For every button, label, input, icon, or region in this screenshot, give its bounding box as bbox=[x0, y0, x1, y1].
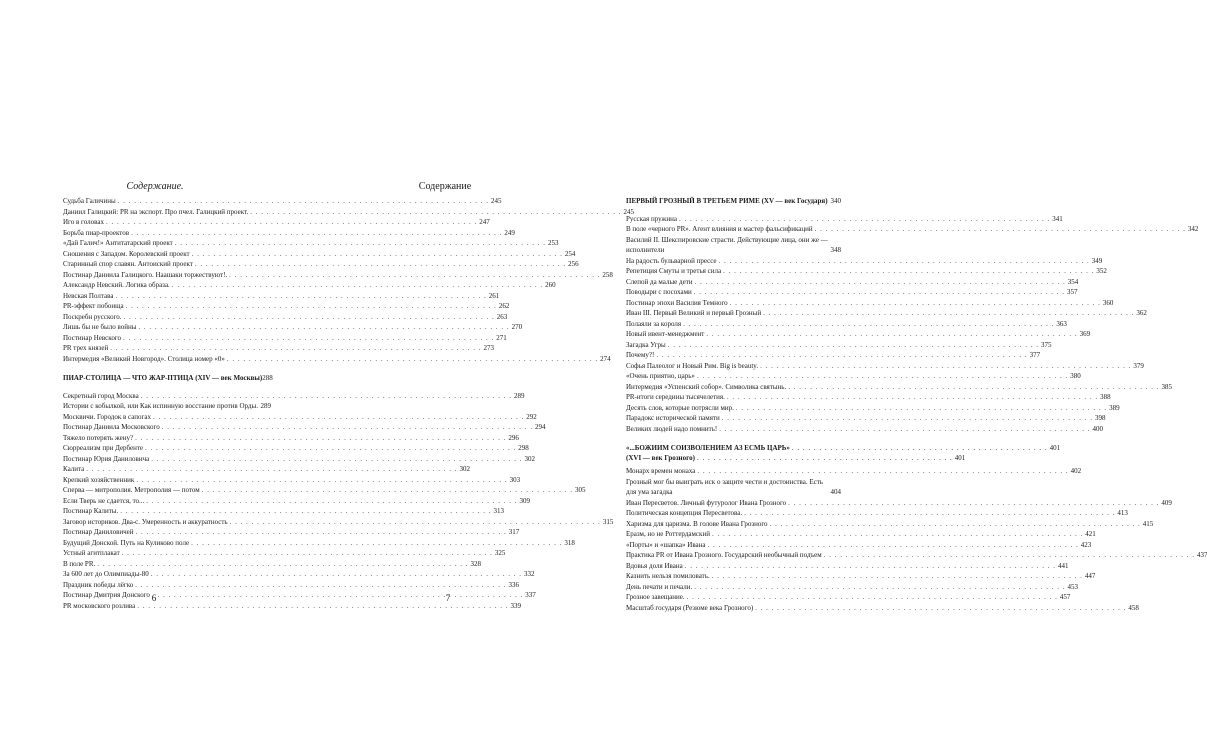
toc-entry-page: 262 bbox=[498, 302, 510, 310]
dot-leader bbox=[697, 371, 1068, 382]
toc-entry-page: 249 bbox=[504, 228, 515, 237]
dot-leader bbox=[744, 508, 1115, 519]
toc-entry-page: 369 bbox=[1079, 330, 1091, 338]
toc-entry-page: 400 bbox=[1092, 424, 1103, 433]
toc-entry bbox=[63, 527, 520, 538]
toc-entry-page: 357 bbox=[1067, 288, 1078, 296]
toc-entry bbox=[63, 301, 510, 312]
toc-entry bbox=[626, 466, 1082, 477]
dot-leader bbox=[656, 350, 1027, 361]
toc-entry-title: PR московского розлива bbox=[63, 601, 136, 610]
toc-entry bbox=[63, 312, 508, 323]
toc-entry-title: Калита bbox=[63, 465, 85, 473]
toc-entry-page: 317 bbox=[508, 528, 520, 536]
toc-entry-page: 339 bbox=[510, 601, 522, 610]
toc-entry-page: 379 bbox=[1133, 361, 1144, 370]
toc-entry-page: 389 bbox=[1109, 403, 1120, 412]
toc-entry bbox=[63, 207, 635, 218]
toc-entry-title: Интермедия «Великий Новгород». Столица номер «0» bbox=[63, 354, 225, 363]
toc-entry bbox=[626, 340, 1052, 351]
toc-entry bbox=[63, 322, 523, 333]
toc-entry-page: 258 bbox=[602, 270, 613, 279]
toc-entry-page: 380 bbox=[1070, 372, 1081, 380]
dot-leader bbox=[694, 582, 1065, 593]
dot-leader bbox=[727, 392, 1098, 403]
dot-leader bbox=[668, 340, 1039, 351]
toc-entry-title: «Порты» и «шапка» Ивана bbox=[626, 540, 706, 549]
toc-entry bbox=[63, 538, 575, 549]
toc-entry-page: 271 bbox=[496, 333, 507, 342]
toc-entry bbox=[63, 280, 556, 291]
toc-entry-title: Грозный мог бы выиграть иск о защите чести и достоинства. Есть для ума загадка bbox=[626, 477, 823, 496]
toc-entry-title: Постинар Калиты. bbox=[63, 507, 119, 515]
toc-entry-title: Борьба пиар-проектов bbox=[63, 228, 130, 237]
toc-entry-title: Почему?! bbox=[626, 351, 655, 359]
toc-entry-title: Судьба Галичины bbox=[63, 197, 116, 205]
dot-leader bbox=[736, 403, 1107, 414]
toc-entry-title: Устный агитплакат bbox=[63, 549, 120, 557]
toc-entry-title: Невская Полтава bbox=[63, 291, 114, 300]
dot-leader bbox=[708, 540, 1079, 551]
toc-entry-title: Сперва — митрополия. Метрополия — потом bbox=[63, 486, 200, 494]
toc-section-heading bbox=[626, 443, 1061, 463]
section-title: «...БОЖИИМ СОИЗВОЛЕНИЕМ АЗ ЕСМЬ ЦАРЬ» bbox=[626, 444, 790, 452]
toc-entry-title: Истории с кобылкой, или Как испинную восстание против Орды. bbox=[63, 402, 258, 410]
toc-entry-title: В поле «черного PR». Агент влияния и мастер фальсификаций bbox=[626, 225, 813, 233]
toc-entry bbox=[626, 350, 1041, 361]
toc-entry-title: Политическая концепция Пересветова. bbox=[626, 509, 743, 517]
toc-entry bbox=[626, 256, 1103, 267]
page-header: Содержание bbox=[418, 181, 472, 192]
toc-entry-title: Практика PR от Ивана Грозного. Государский необычный подъем bbox=[626, 551, 822, 559]
toc-entry-page: 352 bbox=[1096, 267, 1107, 275]
toc-entry-page: 247 bbox=[479, 218, 490, 226]
toc-entry-page: 457 bbox=[1059, 593, 1071, 601]
toc-entry bbox=[626, 235, 841, 256]
dot-leader bbox=[712, 571, 1083, 582]
toc-entry-page: 315 bbox=[602, 517, 614, 526]
toc-entry bbox=[63, 217, 490, 228]
toc-entry-page: 325 bbox=[494, 549, 506, 557]
table-of-contents bbox=[623, 196, 1207, 613]
page-header: Содержание. bbox=[126, 181, 184, 192]
toc-entry bbox=[626, 287, 1078, 298]
toc-entry-page: 270 bbox=[511, 323, 523, 331]
toc-entry-title: Иго в головах bbox=[63, 218, 104, 226]
toc-entry-title: Секретный город Москва bbox=[63, 391, 139, 400]
section-page: 288 bbox=[262, 374, 273, 382]
toc-entry-title: Лишь бы не было войны bbox=[63, 323, 137, 331]
toc-entry-page: 260 bbox=[545, 281, 556, 289]
toc-entry-title: Репетиция Смуты и третья сила bbox=[626, 267, 722, 275]
toc-entry-title: PR трех князей bbox=[63, 344, 109, 352]
toc-entry-title: «Очень приятно, царь» bbox=[626, 372, 695, 380]
toc-entry bbox=[626, 561, 1069, 572]
toc-entry bbox=[63, 228, 515, 239]
toc-entry-title: Поводыри с посохами bbox=[626, 288, 692, 296]
dot-leader bbox=[824, 550, 1195, 561]
toc-group bbox=[63, 196, 635, 364]
toc-entry-title: В поле PR. bbox=[63, 559, 96, 568]
toc-entry bbox=[626, 582, 1078, 593]
toc-entry-title: Если Тверь не сдается, то... bbox=[63, 496, 145, 505]
toc-entry-page: 261 bbox=[488, 291, 500, 300]
toc-entry bbox=[626, 392, 1111, 403]
toc-entry-page: 362 bbox=[1136, 309, 1147, 317]
toc-entry-page: 263 bbox=[496, 312, 508, 321]
toc-entry bbox=[63, 270, 613, 281]
toc-entry bbox=[626, 319, 1067, 330]
toc-entry-page: 415 bbox=[1142, 519, 1154, 528]
toc-entry bbox=[63, 433, 519, 444]
toc-entry-page: 404 bbox=[830, 488, 841, 496]
toc-entry-title: Василий II. Шекспировские страсти. Действующие лица, они же — исполнители bbox=[626, 235, 828, 254]
section-title: ПИАР-СТОЛИЦА — ЧТО ЖАР-ПТИЦА (XIV — век Москвы) bbox=[63, 374, 263, 382]
toc-entry bbox=[63, 333, 507, 344]
toc-entry bbox=[63, 291, 500, 302]
section-page: 340 bbox=[830, 197, 841, 205]
toc-entry-page: 328 bbox=[470, 559, 481, 568]
toc-entry-page: 253 bbox=[548, 239, 559, 247]
toc-entry-page: 385 bbox=[1161, 382, 1172, 391]
toc-entry bbox=[626, 498, 1172, 509]
toc-entry bbox=[626, 519, 1154, 530]
toc-entry-title: Постинар Даниила Галицкого. Наашаки торжествуют!. bbox=[63, 270, 228, 279]
page-number: 6 bbox=[151, 593, 157, 603]
toc-entry-title: Крепкий хозяйственник bbox=[63, 475, 135, 484]
toc-entry bbox=[63, 569, 535, 580]
dot-leader bbox=[770, 519, 1141, 530]
toc-entry-title: Сношения с Западом. Королевский проект bbox=[63, 249, 190, 258]
dot-leader bbox=[706, 329, 1077, 340]
toc-entry bbox=[63, 559, 481, 570]
toc-entry-page: 441 bbox=[1057, 561, 1069, 570]
toc-entry-title: Слепой да малые дети bbox=[626, 277, 693, 286]
toc-entry bbox=[626, 413, 1106, 424]
toc-entry-page: 349 bbox=[1091, 256, 1103, 265]
dot-leader bbox=[719, 424, 1090, 435]
toc-entry-page: 437 bbox=[1196, 551, 1207, 559]
toc-entry bbox=[626, 603, 1139, 614]
toc-entry-page: 296 bbox=[508, 433, 519, 442]
toc-section-heading bbox=[63, 373, 271, 384]
toc-entry bbox=[626, 329, 1091, 340]
toc-entry-page: 294 bbox=[534, 423, 546, 431]
toc-entry-page: 245 bbox=[490, 197, 502, 205]
dot-leader bbox=[755, 603, 1126, 614]
toc-entry bbox=[626, 571, 1096, 582]
toc-entry bbox=[626, 382, 1172, 393]
toc-entry-title: Масштаб государя (Резюме века Грозного) bbox=[626, 603, 754, 612]
toc-entry-title: Вдовья доля Ивана bbox=[626, 561, 683, 570]
toc-entry-page: 274 bbox=[600, 354, 611, 363]
toc-entry-title: День печати и печали. bbox=[626, 582, 693, 591]
toc-entry-title: PR-итоги середины тысячелетия. bbox=[626, 393, 725, 401]
toc-entry-page: 245 bbox=[623, 207, 635, 216]
toc-entry-page: 377 bbox=[1029, 351, 1041, 359]
dot-leader bbox=[683, 319, 1054, 330]
toc-entry bbox=[63, 391, 525, 402]
toc-entry-page: 375 bbox=[1040, 340, 1052, 349]
toc-group bbox=[626, 214, 1199, 435]
dot-leader bbox=[788, 382, 1159, 393]
toc-entry-title: Десять слов, которые потрясли мир. bbox=[626, 403, 734, 412]
toc-entry bbox=[626, 403, 1120, 414]
toc-entry-title: Интермедия «Успенский собор». Символика святынь. bbox=[626, 382, 787, 391]
toc-entry-title: Великих людей надо помнить! bbox=[626, 424, 718, 433]
toc-entry bbox=[63, 443, 529, 454]
toc-entry bbox=[626, 529, 1096, 540]
toc-entry-page: 458 bbox=[1128, 603, 1139, 612]
toc-entry-title: Харизма для царизма. В голове Ивана Грозного bbox=[626, 519, 768, 528]
toc-entry bbox=[63, 412, 537, 423]
toc-entry-title: Новый ивент-менеджмент bbox=[626, 330, 705, 338]
page-number: 7 bbox=[445, 593, 451, 603]
toc-entry-title: Александр Невский. Логика образа. bbox=[63, 281, 170, 289]
toc-entry-title: Москвичи. Городок в сапогах bbox=[63, 412, 151, 421]
toc-entry bbox=[63, 454, 535, 465]
toc-entry-title: Будущий Донской. Путь на Куликово поле bbox=[63, 538, 190, 547]
toc-entry-page: 289 bbox=[260, 402, 271, 410]
toc-entry bbox=[626, 266, 1107, 277]
toc-entry-page: 292 bbox=[526, 412, 537, 421]
toc-entry-title: Даниил Галицкий: PR на экспорт. Про пчел. Галицкий проект. bbox=[63, 207, 249, 216]
dot-leader bbox=[760, 361, 1131, 372]
toc-entry bbox=[626, 477, 841, 498]
toc-entry-page: 423 bbox=[1080, 540, 1092, 549]
toc-entry-title: Постинар Даниловичей bbox=[63, 528, 134, 536]
toc-entry bbox=[626, 592, 1071, 603]
toc-entry-title: Еразм, но не Роттердамский bbox=[626, 530, 710, 538]
toc-entry-page: 336 bbox=[508, 580, 520, 589]
toc-entry-title: Полаяли за короля bbox=[626, 319, 682, 328]
toc-entry-page: 341 bbox=[1052, 214, 1063, 223]
section-title: ПЕРВЫЙ ГРОЗНЫЙ В ТРЕТЬЕМ РИМЕ (XV — век Государя) bbox=[626, 197, 828, 205]
toc-entry bbox=[626, 361, 1144, 372]
toc-entry bbox=[626, 371, 1081, 382]
dot-leader bbox=[722, 413, 1093, 424]
section-page: 401 bbox=[954, 454, 966, 462]
toc-entry-title: Постинар Невского bbox=[63, 333, 122, 342]
toc-entry bbox=[63, 422, 546, 433]
toc-entry-page: 363 bbox=[1056, 319, 1067, 328]
toc-entry-title: Праздник победы лёгко bbox=[63, 580, 134, 589]
dot-leader bbox=[694, 287, 1065, 298]
toc-entry-title: Старинный спор славян. Антоиский проект bbox=[63, 260, 193, 268]
toc-entry-page: 360 bbox=[1102, 298, 1114, 307]
toc-entry-title: Загадка Угры bbox=[626, 340, 666, 349]
toc-entry bbox=[63, 517, 614, 528]
toc-entry-page: 453 bbox=[1067, 582, 1078, 591]
toc-entry bbox=[626, 224, 1199, 235]
toc-entry bbox=[626, 424, 1103, 435]
toc-entry-page: 313 bbox=[493, 507, 504, 515]
toc-entry bbox=[626, 277, 1079, 288]
toc-entry-page: 447 bbox=[1084, 572, 1096, 580]
toc-entry bbox=[63, 548, 506, 559]
toc-entry bbox=[626, 550, 1207, 561]
toc-entry-page: 402 bbox=[1070, 467, 1082, 475]
dot-leader bbox=[697, 466, 1068, 477]
toc-entry bbox=[63, 485, 586, 496]
toc-entry-title: Казнить нельзя помиловать. bbox=[626, 572, 710, 580]
dot-leader bbox=[687, 592, 1058, 603]
toc-entry-title: Софья Палеолог и Новый Рим. Big is beauty. bbox=[626, 361, 759, 370]
toc-entry-page: 388 bbox=[1100, 393, 1111, 401]
toc-entry bbox=[63, 496, 531, 507]
dot-leader bbox=[815, 224, 1186, 235]
toc-entry-page: 421 bbox=[1085, 530, 1096, 538]
toc-entry bbox=[63, 238, 559, 249]
dot-leader bbox=[763, 308, 1134, 319]
toc-entry-title: Грозное завещание. bbox=[626, 593, 685, 601]
toc-entry bbox=[626, 298, 1114, 309]
toc-entry-page: 337 bbox=[525, 591, 536, 599]
toc-entry-title: На радость бульварной прессе bbox=[626, 256, 717, 265]
toc-entry-page: 302 bbox=[524, 454, 535, 463]
toc-entry bbox=[63, 506, 504, 517]
toc-entry-title: Постинар Дмитрия Донского bbox=[63, 591, 150, 599]
toc-entry-title: Тяжело потерять жену? bbox=[63, 433, 134, 442]
toc-entry-title: Поскребн русского. bbox=[63, 312, 122, 321]
toc-entry-page: 354 bbox=[1067, 277, 1079, 286]
toc-group bbox=[63, 391, 614, 612]
toc-entry-title: Сюрреализм при Дербенте bbox=[63, 444, 144, 452]
toc-entry-page: 254 bbox=[564, 249, 576, 258]
toc-entry bbox=[626, 214, 1063, 225]
dot-leader bbox=[685, 561, 1056, 572]
toc-entry-title: PR-эффект побоища bbox=[63, 302, 124, 310]
toc-entry-title: Монарх времен монаха bbox=[626, 467, 696, 475]
toc-entry-title: Постинар эпохи Василия Темного bbox=[626, 298, 728, 307]
toc-entry-title: За 600 лет до Олимпиады-80 bbox=[63, 570, 149, 578]
toc-entry-page: 309 bbox=[519, 496, 531, 505]
toc-entry-title: Иван III. Первый Великий и первый Грозный bbox=[626, 309, 762, 317]
toc-entry-title: «Дай Галич!» Антитатарский проект bbox=[63, 239, 173, 247]
toc-entry-page: 409 bbox=[1161, 498, 1172, 507]
toc-entry-page: 305 bbox=[574, 486, 586, 494]
toc-entry-page: 332 bbox=[524, 570, 535, 578]
toc-entry-title: Постинар Юрия Даниловича bbox=[63, 454, 150, 463]
toc-entry bbox=[63, 259, 579, 270]
dot-leader bbox=[719, 256, 1090, 267]
toc-entry-page: 413 bbox=[1117, 509, 1128, 517]
toc-entry bbox=[63, 196, 502, 207]
table-of-contents bbox=[63, 196, 635, 611]
toc-entry-page: 289 bbox=[513, 391, 525, 400]
dot-leader bbox=[712, 529, 1083, 540]
toc-entry-page: 302 bbox=[459, 465, 470, 473]
toc-group bbox=[626, 466, 1207, 613]
toc-entry bbox=[63, 354, 611, 365]
toc-entry-title: Постинар Даниила Московского bbox=[63, 423, 160, 431]
dot-leader bbox=[730, 298, 1101, 309]
dot-leader bbox=[788, 498, 1159, 509]
toc-entry bbox=[626, 508, 1128, 519]
dot-leader bbox=[695, 277, 1066, 288]
dot-leader bbox=[723, 266, 1094, 277]
toc-entry bbox=[626, 540, 1092, 551]
toc-entry-page: 342 bbox=[1187, 225, 1199, 233]
toc-entry-title: Парадокс исторической памяти bbox=[626, 414, 720, 422]
section-subtitle: (XVI — век Грозного) bbox=[626, 454, 695, 462]
toc-entry bbox=[63, 464, 470, 475]
toc-entry bbox=[63, 401, 271, 412]
toc-entry-page: 398 bbox=[1095, 414, 1106, 422]
toc-entry bbox=[63, 475, 521, 486]
toc-entry bbox=[63, 343, 494, 354]
toc-entry-page: 273 bbox=[483, 344, 494, 352]
toc-entry-page: 318 bbox=[564, 538, 575, 547]
toc-entry-title: Русская пружина bbox=[626, 214, 677, 223]
toc-section-heading bbox=[626, 196, 841, 207]
toc-entry-page: 348 bbox=[830, 246, 841, 254]
toc-entry bbox=[626, 308, 1147, 319]
section-page: 401 bbox=[1049, 444, 1061, 452]
dot-leader bbox=[679, 214, 1050, 225]
toc-entry bbox=[63, 249, 576, 260]
toc-entry-page: 298 bbox=[518, 444, 529, 452]
toc-entry-title: Заговор историков. Два-с. Умеренность и аккуратность bbox=[63, 517, 228, 526]
toc-entry-title: Иван Пересветов. Личный футуролог Ивана Грозного bbox=[626, 498, 787, 507]
toc-entry bbox=[63, 580, 520, 591]
toc-entry-page: 256 bbox=[568, 260, 579, 268]
toc-entry-page: 303 bbox=[509, 475, 521, 484]
